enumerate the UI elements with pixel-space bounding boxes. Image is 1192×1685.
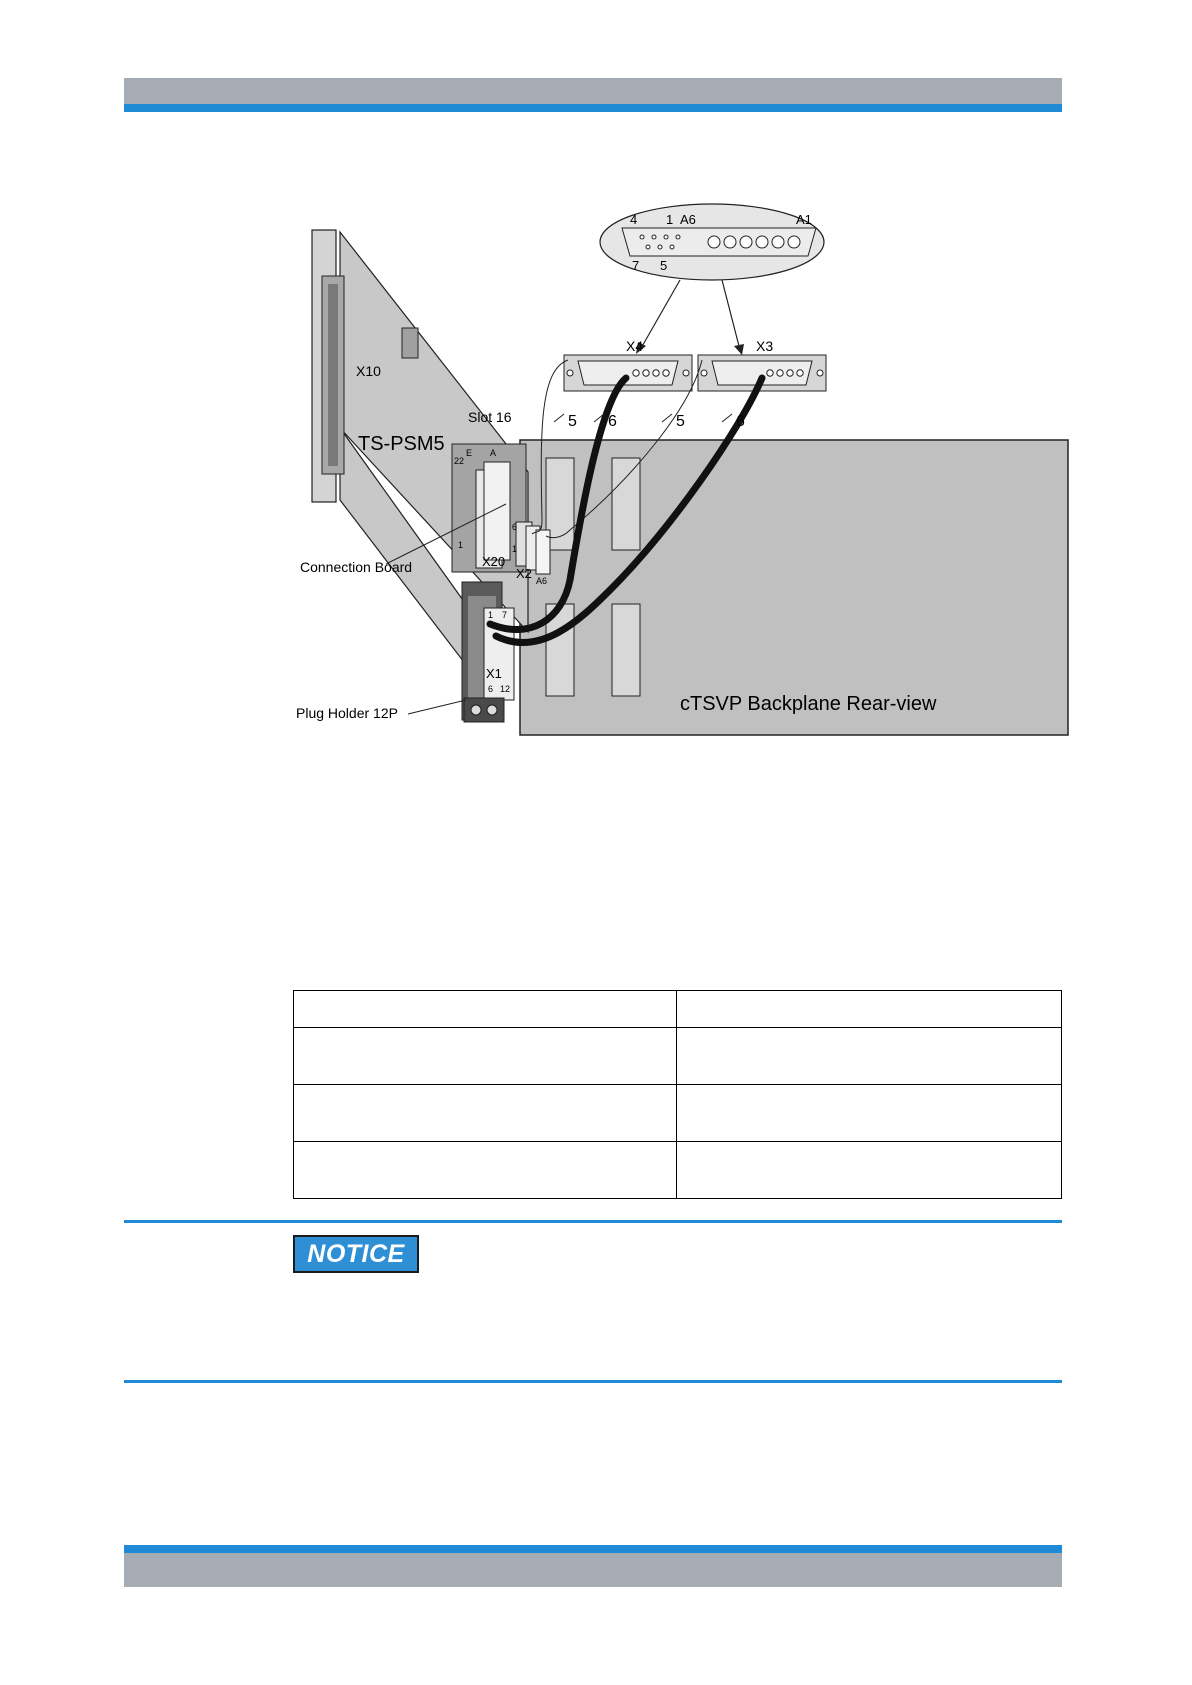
x4-screw [683, 370, 689, 376]
pinout-pin-small [676, 235, 680, 239]
label-x1-pin: 1 [488, 610, 494, 620]
label-board-pin: 1 [458, 540, 464, 550]
label-wire-6: 6 [608, 413, 617, 430]
label-wire-6: 6 [736, 413, 745, 430]
label-x2-pin: 1 [512, 544, 518, 554]
wiring-figure [270, 200, 1070, 760]
table-row [294, 1028, 1062, 1085]
label-connection-board: Connection Board [300, 559, 413, 575]
label-pin: A6 [680, 212, 696, 227]
backplane-slot-connector [612, 458, 640, 550]
pinout-pin-small [646, 245, 650, 249]
label-board-pin: 22 [454, 456, 465, 466]
wire-tick [722, 414, 732, 422]
pinout-arrow [722, 280, 740, 350]
callout-line [408, 700, 466, 714]
label-pin: 4 [630, 212, 638, 227]
wire-tick [554, 414, 564, 422]
x3-pin [797, 370, 803, 376]
x3-screw [817, 370, 823, 376]
label-wire-5: 5 [676, 413, 685, 430]
pinout-pin-small [664, 235, 668, 239]
card-component [402, 328, 418, 358]
pinout-pin-small [658, 245, 662, 249]
label-x2: X2 [516, 566, 532, 581]
label-x1-pin: 12 [500, 684, 511, 694]
label-x2-pin: 6 [512, 522, 518, 532]
label-x3: X3 [756, 338, 774, 354]
pinout-pin-small [640, 235, 644, 239]
table-cell [294, 1142, 677, 1199]
table-cell [677, 991, 1062, 1028]
label-slot: Slot 16 [468, 409, 512, 425]
x20-connector-shadow [484, 462, 510, 560]
x4-pin [633, 370, 639, 376]
wire-tick [662, 414, 672, 422]
x4-pin [653, 370, 659, 376]
label-backplane: cTSVP Backplane Rear-view [680, 693, 937, 715]
x10-connector-inner [328, 284, 338, 466]
plug-holder-base [464, 698, 504, 722]
pinout-arrow-head [734, 344, 744, 355]
backplane-slot-connector [612, 604, 640, 696]
pinout-pin-a [756, 236, 768, 248]
table-cell [677, 1085, 1062, 1142]
pinout-arrow [640, 280, 680, 350]
table-cell [677, 1142, 1062, 1199]
label-board-pin: A [490, 448, 497, 458]
notice-badge: NOTICE [293, 1235, 419, 1273]
table-row [294, 1085, 1062, 1142]
x4-pin [663, 370, 669, 376]
label-x2-pin: A6 [536, 576, 548, 586]
table-header-row [294, 991, 1062, 1028]
pinout-pin-small [670, 245, 674, 249]
label-x1: X1 [486, 666, 502, 681]
table-row [294, 1142, 1062, 1199]
label-x10: X10 [356, 363, 381, 379]
x4-pin [643, 370, 649, 376]
x3-pin [787, 370, 793, 376]
label-pin: A1 [796, 212, 812, 227]
table-cell [294, 991, 677, 1028]
plug-holder-screw [471, 705, 481, 715]
label-x1-pin: 7 [502, 610, 508, 620]
notice-bottom-rule [124, 1380, 1062, 1383]
plug-holder-screw [487, 705, 497, 715]
label-x4: X4 [626, 338, 644, 354]
page-header-bar [124, 78, 1062, 112]
label-x20: X20 [482, 554, 506, 569]
x4-screw [567, 370, 573, 376]
pinout-pin-small [652, 235, 656, 239]
notice-top-rule [124, 1220, 1062, 1223]
x3-screw [701, 370, 707, 376]
table-cell [294, 1085, 677, 1142]
label-x1-pin: 6 [488, 684, 494, 694]
page-footer-bar [124, 1545, 1062, 1587]
pinout-pin-a [740, 236, 752, 248]
pinout-pin-a [772, 236, 784, 248]
label-board-pin: E [466, 448, 473, 458]
pinout-pin-a [708, 236, 720, 248]
x3-pin [767, 370, 773, 376]
header-accent-stripe [124, 104, 1062, 112]
x3-pin [777, 370, 783, 376]
footer-accent-stripe [124, 1545, 1062, 1553]
pinout-pin-a [724, 236, 736, 248]
label-plug-holder: Plug Holder 12P [296, 705, 398, 721]
backplane-panel [520, 440, 1068, 735]
label-pin: 7 [632, 258, 640, 273]
pinout-pin-a [788, 236, 800, 248]
connection-table [293, 990, 1062, 1199]
label-ts-psm5: TS-PSM5 [358, 433, 445, 455]
table-cell [294, 1028, 677, 1085]
label-pin: 1 [666, 212, 674, 227]
table-cell [677, 1028, 1062, 1085]
label-wire-5: 5 [568, 413, 577, 430]
label-pin: 5 [660, 258, 668, 273]
